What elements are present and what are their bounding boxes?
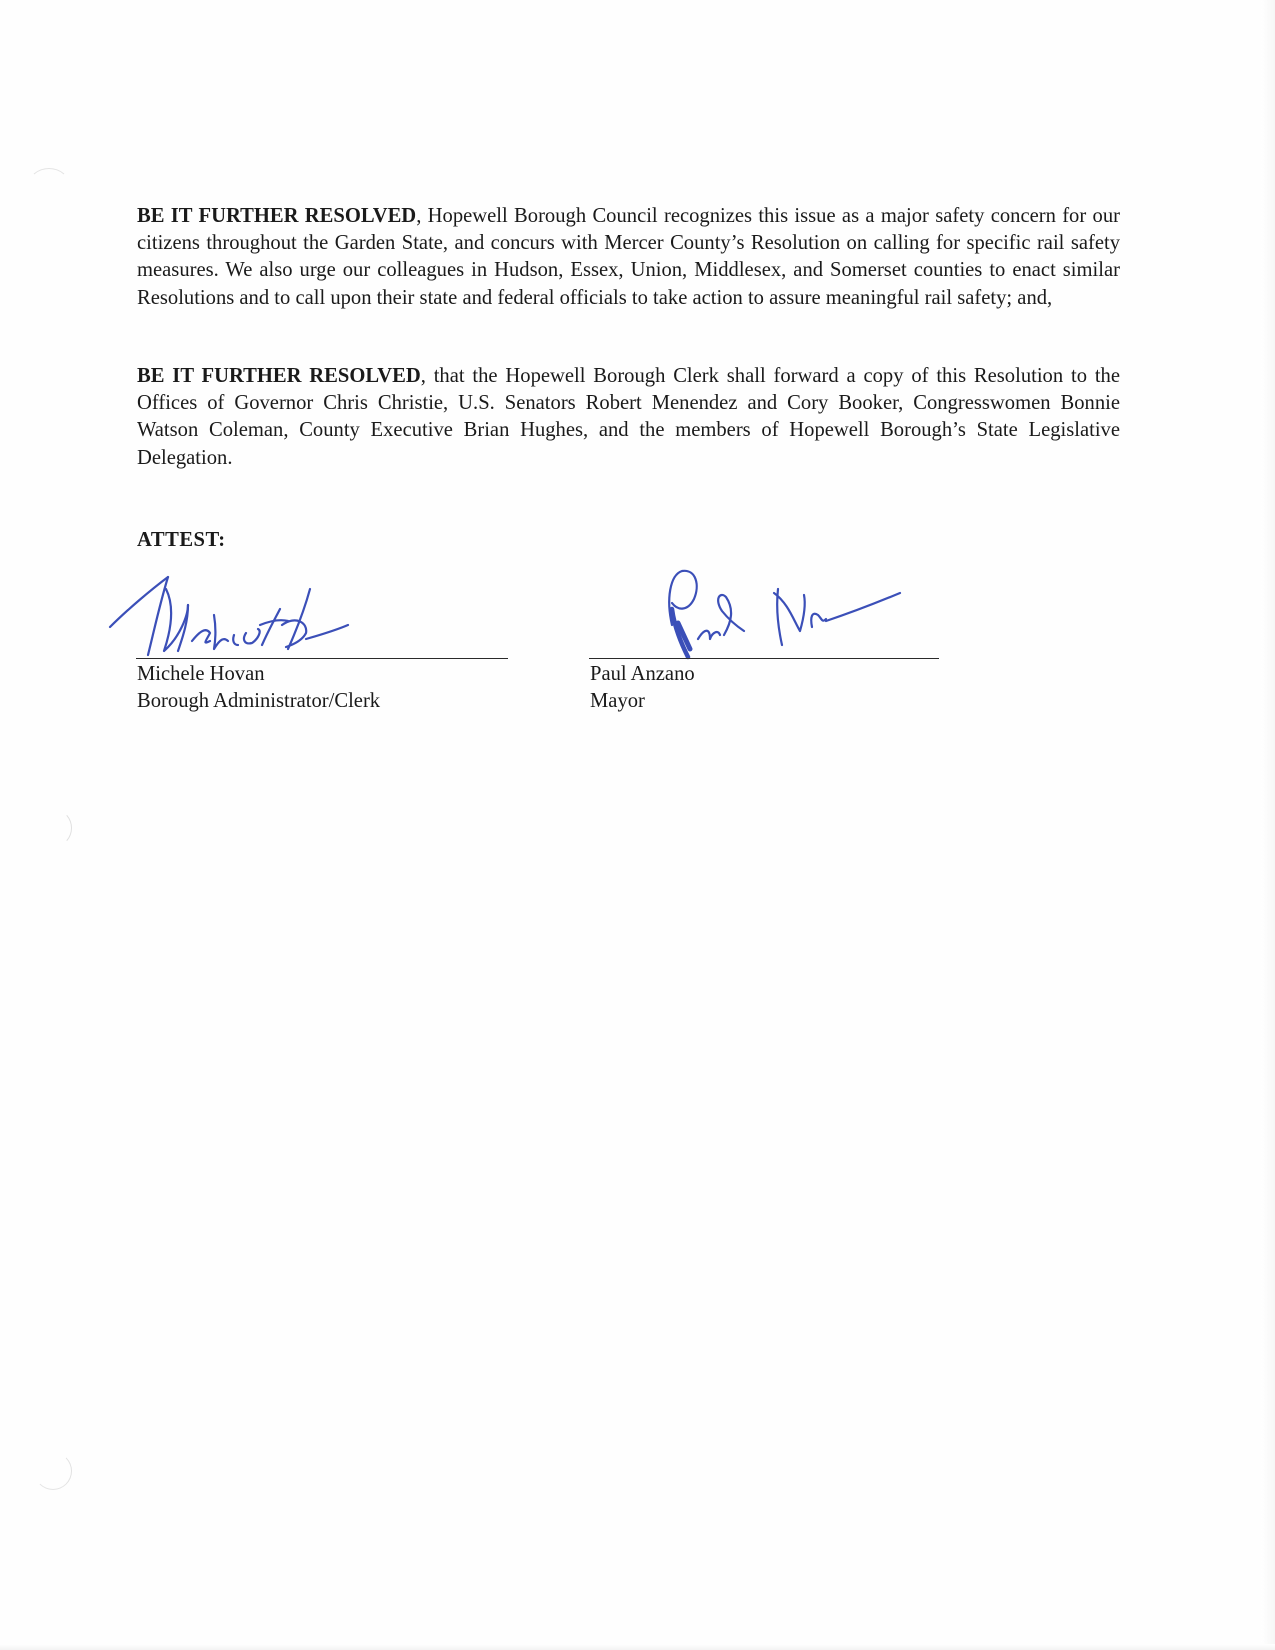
paragraph-lead: BE IT FURTHER RESOLVED	[137, 205, 417, 227]
signature-line	[589, 658, 939, 659]
binder-hole-mark	[28, 168, 70, 204]
paragraph-text: , Hopewell Borough Council recognizes this issue as a major safety concern for our citizens throughout the Garden State, and concurs with Mercer County’s Resolution on calling for specific rail safety measures. We also urge our colleagues in Hudson, Essex, Union, Middlesex, and Somerset counties to enact similar Resolutions and to call upon their state and federal officials to take action to assure meaningful rail safety; and,	[137, 205, 1120, 309]
scan-edge	[1261, 0, 1275, 1650]
paragraph-lead: BE IT FURTHER RESOLVED	[137, 365, 421, 387]
resolution-paragraph	[137, 203, 1120, 312]
resolution-paragraph	[137, 363, 1120, 472]
signatory-title: Mayor	[590, 690, 645, 712]
binder-hole-mark	[40, 810, 72, 846]
binder-hole-mark	[34, 1452, 72, 1490]
handwritten-signature-icon	[110, 575, 370, 675]
signatory-name: Michele Hovan	[137, 663, 265, 685]
signatory-name: Paul Anzano	[590, 663, 695, 685]
signature-line	[136, 658, 508, 659]
paragraph-text: , that the Hopewell Borough Clerk shall forward a copy of this Resolution to the Offices of Governor Chris Christie, U.S. Senators Robert Menendez and Cory Booker, Congresswomen Bonnie Watson Coleman, County Executive Brian Hughes, and the members of Hopewell Borough’s State Legislative Delegation.	[137, 365, 1120, 469]
scan-edge	[0, 1644, 1275, 1650]
signatory-title: Borough Administrator/Clerk	[137, 690, 381, 712]
attest-label: ATTEST:	[137, 529, 226, 551]
